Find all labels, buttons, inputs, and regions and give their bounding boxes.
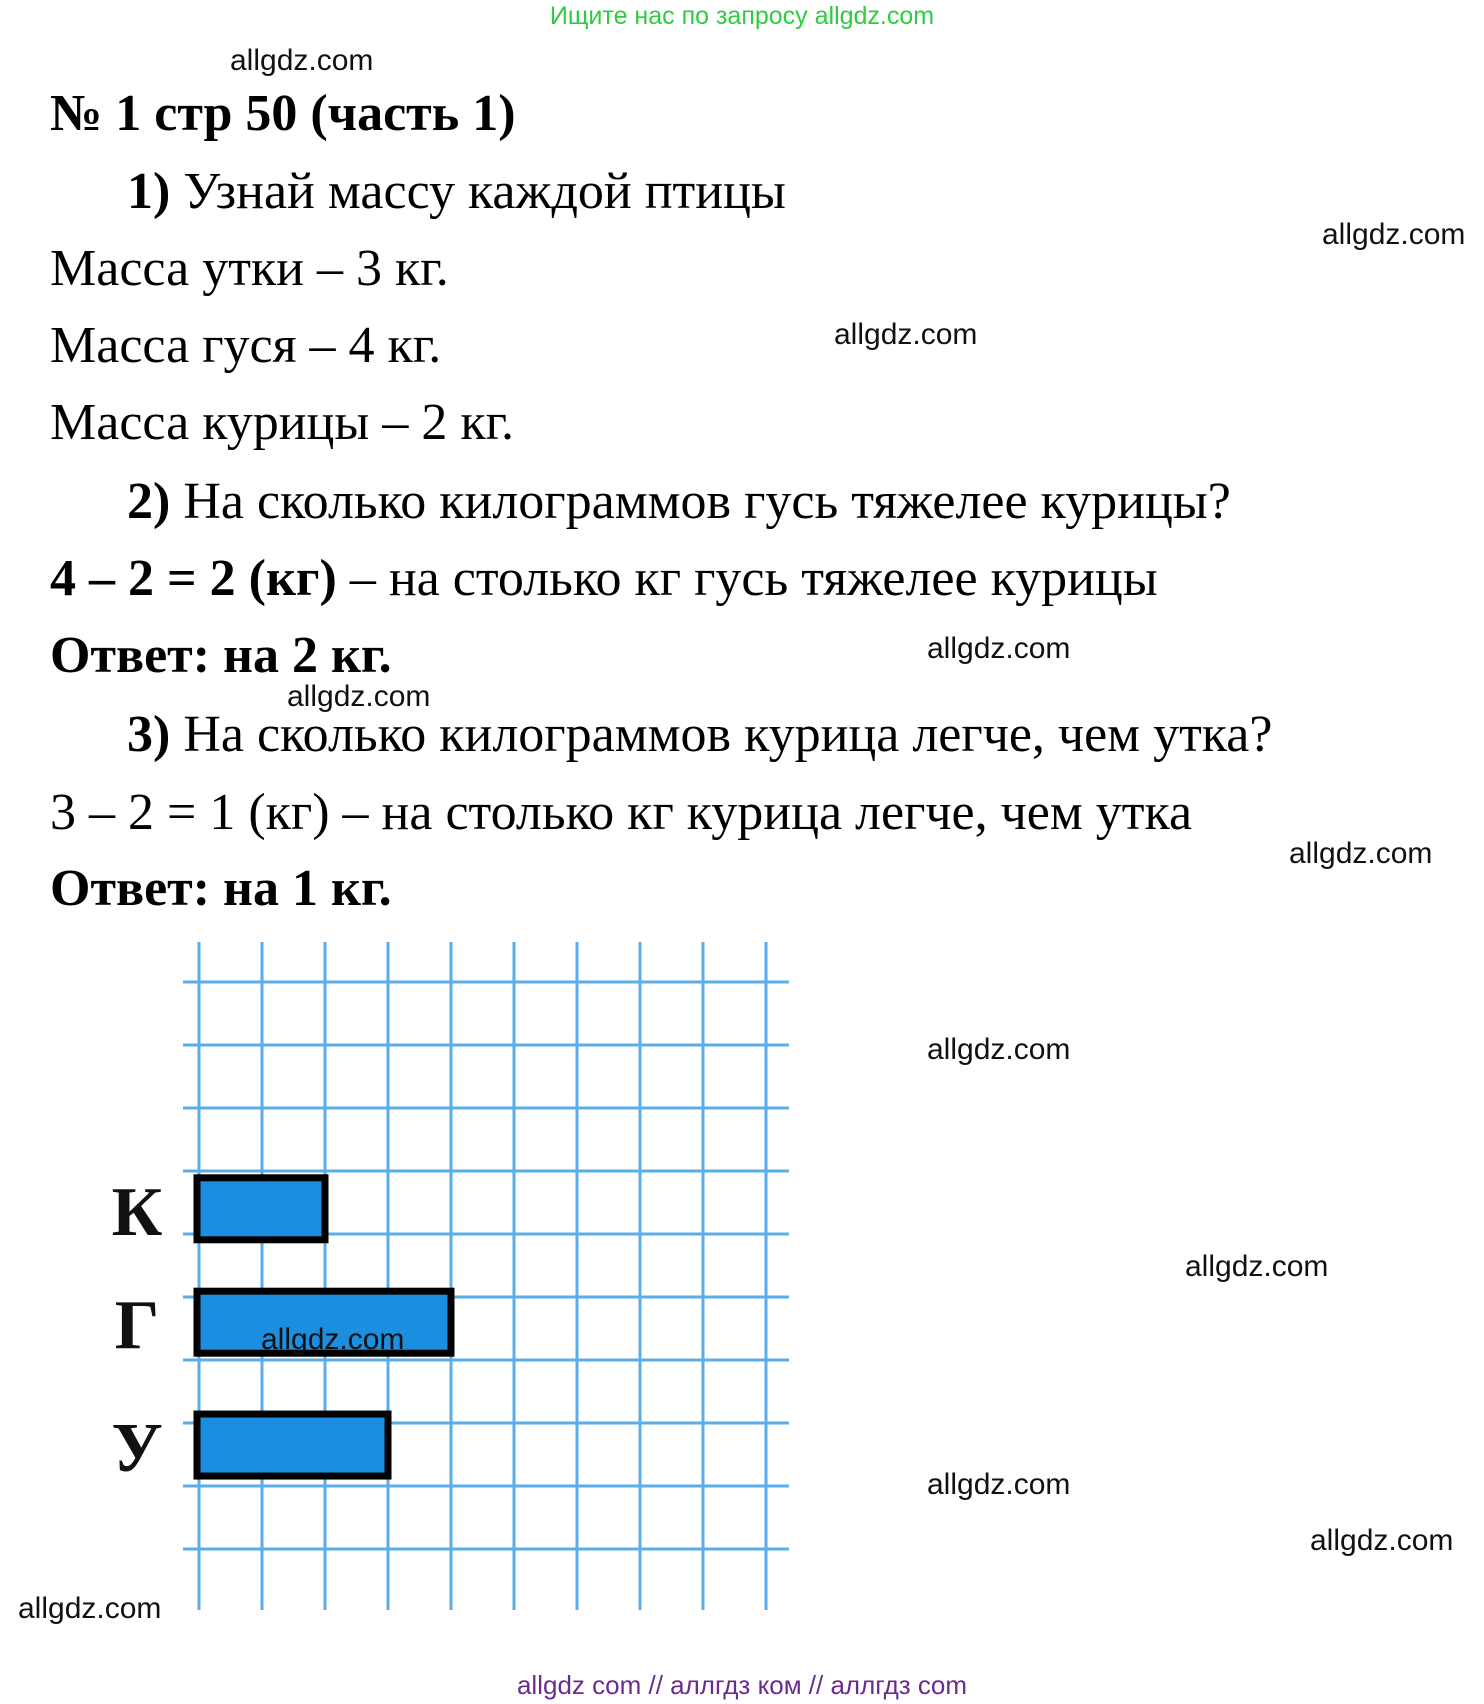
solution-3: 3 – 2 = 1 (кг) – на столько кг курица легче, чем утка [50, 784, 1193, 841]
watermark: allgdz.com [1289, 837, 1433, 870]
page-title: № 1 стр 50 (часть 1) [50, 85, 516, 142]
watermark: allgdz.com [927, 632, 1071, 665]
category-label: У [111, 1410, 163, 1488]
question-number: 1) [127, 163, 171, 220]
solution-expression: 4 – 2 = 2 (кг) [50, 550, 337, 607]
solution-2 [50, 550, 1158, 607]
footer-links[interactable]: allgdz com // аллгдз ком // аллгдз com [516, 1670, 968, 1700]
bar [197, 1178, 325, 1240]
question-1 [127, 163, 786, 220]
category-label: К [111, 1173, 163, 1251]
answer-2: Ответ: на 2 кг. [50, 627, 392, 684]
bar-chart [95, 928, 795, 1618]
question-number: 2) [127, 473, 171, 530]
watermark: allgdz.com [1185, 1250, 1329, 1283]
question-text: На сколько килограммов курица легче, чем утка? [183, 706, 1273, 763]
watermark: allgdz.com [1310, 1524, 1454, 1557]
category-label: Г [114, 1287, 160, 1365]
watermark: allgdz.com [287, 680, 431, 713]
watermark: allgdz.com [927, 1033, 1071, 1066]
answer-line: Масса курицы – 2 кг. [50, 394, 515, 451]
question-3 [127, 706, 1273, 763]
bar [197, 1414, 388, 1476]
watermark: allgdz.com [261, 1323, 405, 1356]
answer-3: Ответ: на 1 кг. [50, 860, 392, 917]
watermark: allgdz.com [927, 1468, 1071, 1501]
answer-line: Масса гуся – 4 кг. [50, 317, 442, 374]
question-number: 3) [127, 706, 171, 763]
watermark: allgdz.com [230, 44, 374, 77]
watermark: allgdz.com [1322, 218, 1466, 251]
watermark: allgdz.com [18, 1592, 162, 1625]
top-banner[interactable]: Ищите нас по запросу allgdz.com [549, 2, 935, 30]
question-2 [127, 473, 1231, 530]
answer-line: Масса утки – 3 кг. [50, 240, 449, 297]
solution-text: – на столько кг гусь тяжелее курицы [336, 550, 1158, 607]
question-text: На сколько килограммов гусь тяжелее курицы? [183, 473, 1231, 530]
watermark: allgdz.com [834, 318, 978, 351]
question-text: Узнай массу каждой птицы [183, 163, 786, 220]
